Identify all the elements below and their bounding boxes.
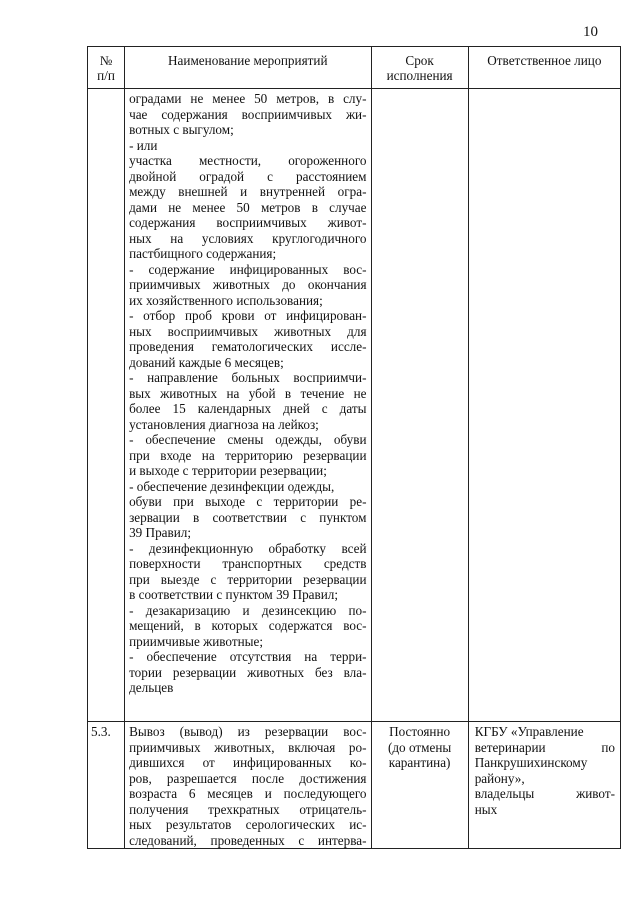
term-line: карантина) — [388, 755, 451, 770]
measure-line: приимчивых животных, включая ро- — [129, 739, 367, 755]
cell-measures-continuation — [125, 89, 371, 722]
measure-line: дельцев — [129, 680, 174, 695]
header-number-line2: п/п — [97, 68, 115, 83]
measure-line: вых животных на убой в течение не — [129, 385, 367, 401]
page-number: 10 — [583, 24, 598, 40]
measure-line: дившихся от инфицированных ко- — [129, 755, 367, 770]
term-line: Постоянно — [389, 724, 451, 739]
measure-line: - обеспечение отсутствия на терри- — [129, 649, 367, 664]
measure-line: проведения гематологических иссле- — [129, 339, 367, 354]
measure-line: - дезакаризацию и дезинсекцию по- — [129, 602, 367, 618]
measure-line: поверхности транспортных средств — [129, 556, 367, 571]
header-responsible — [468, 47, 620, 89]
header-measure-name-text: Наименование мероприятий — [168, 53, 328, 68]
measure-line: тории резервации животных без вла- — [129, 664, 367, 680]
table-row-continuation — [88, 89, 621, 722]
responsible-line: Панкрушихинскому — [474, 755, 588, 770]
measure-line: между внешней и внутренней огра- — [129, 184, 367, 199]
measure-line: приимчивых животных до окончания — [129, 277, 367, 292]
header-number — [88, 47, 125, 89]
measure-line: при выезде с территории резервации — [129, 571, 367, 587]
measure-line: оградами не менее 50 метров, в слу- — [129, 91, 367, 106]
cell-responsible-empty — [468, 89, 620, 722]
table-header-row — [88, 47, 621, 89]
cell-number-empty — [88, 89, 125, 722]
measure-line: приимчивые животные; — [129, 633, 264, 649]
measure-line: - направление больных восприимчи- — [129, 370, 367, 385]
measure-line: возраста 6 месяцев и последующего — [129, 786, 367, 801]
measure-line: их хозяйственного использования; — [129, 292, 323, 308]
measure-line: чае содержания восприимчивых жи- — [129, 106, 367, 122]
measure-line: участка местности, огороженного — [129, 153, 367, 168]
responsible-line: ных — [474, 801, 498, 817]
measure-line: Вывоз (вывод) из резервации вос- — [129, 724, 367, 739]
header-responsible-text: Ответственное лицо — [487, 53, 602, 68]
cell-measure-5-3 — [125, 722, 371, 849]
measure-line: получения трехкратных отрицатель- — [129, 801, 367, 817]
measure-line: ных результатов серологических ис- — [129, 817, 367, 832]
cell-number-5-3 — [88, 722, 125, 849]
measure-line: установления диагноза на лейкоз; — [129, 416, 319, 432]
measure-line: ных восприимчивых животных для — [129, 323, 367, 339]
measure-line: дований каждые 6 месяцев; — [129, 354, 284, 370]
term-text-5-3 — [372, 722, 468, 771]
header-term-line2: исполнения — [386, 68, 453, 83]
measures-table — [87, 46, 621, 849]
responsible-line: ветеринарии по — [474, 739, 615, 755]
measure-line: - или — [129, 137, 158, 153]
responsible-line: КГБУ «Управление — [474, 724, 584, 739]
measure-line: зервации в соответствии с пунктом — [129, 509, 367, 525]
measure-line: при входе на территорию резервации — [129, 447, 367, 463]
measures-continuation-text — [125, 89, 370, 696]
header-measure-name — [125, 47, 371, 89]
table-row-5-3 — [88, 722, 621, 849]
header-term — [371, 47, 468, 89]
measure-line: мещений, в которых содержатся вос- — [129, 618, 367, 633]
measure-line: пастбищного содержания; — [129, 246, 277, 261]
header-term-line1: Срок — [405, 53, 434, 68]
cell-responsible-5-3 — [468, 722, 620, 849]
measure-line: - содержание инфицированных вос- — [129, 261, 367, 277]
responsible-line: району», — [474, 770, 525, 786]
measure-line: 39 Правил; — [129, 525, 192, 540]
responsible-line: владельцы живот- — [474, 786, 615, 801]
measure-text-5-3 — [125, 722, 370, 848]
cell-term-5-3 — [371, 722, 468, 849]
measure-line: дами не менее 50 метров в случае — [129, 199, 367, 215]
measure-line: ров, разрешается после достижения — [129, 770, 367, 786]
measure-line: - обеспечение смены одежды, обуви — [129, 432, 367, 447]
measure-line: ных на условиях круглогодичного — [129, 230, 367, 246]
measure-line: - обеспечение дезинфекции одежды, — [129, 478, 335, 494]
measure-line: следований, проведенных с интерва- — [129, 832, 367, 848]
measure-line: более 15 календарных дней с даты — [129, 401, 367, 416]
measure-line: двойной оградой с расстоянием — [129, 168, 367, 184]
responsible-text-5-3 — [469, 722, 620, 817]
measure-line: в соответствии с пунктом 39 Правил; — [129, 587, 339, 602]
term-line: (до отмены — [387, 739, 452, 755]
measure-line: - отбор проб крови от инфицирован- — [129, 308, 367, 323]
measure-line: обуви при выходе с территории ре- — [129, 494, 367, 509]
row-number: 5.3. — [91, 724, 111, 739]
measure-line: и выходе с территории резервации; — [129, 463, 327, 478]
measure-line: вотных с выгулом; — [129, 122, 234, 137]
measure-line: содержания восприимчивых живот- — [129, 215, 367, 230]
measure-line: - дезинфекционную обработку всей — [129, 540, 367, 556]
header-number-line1: № — [99, 53, 113, 68]
cell-term-empty — [371, 89, 468, 722]
